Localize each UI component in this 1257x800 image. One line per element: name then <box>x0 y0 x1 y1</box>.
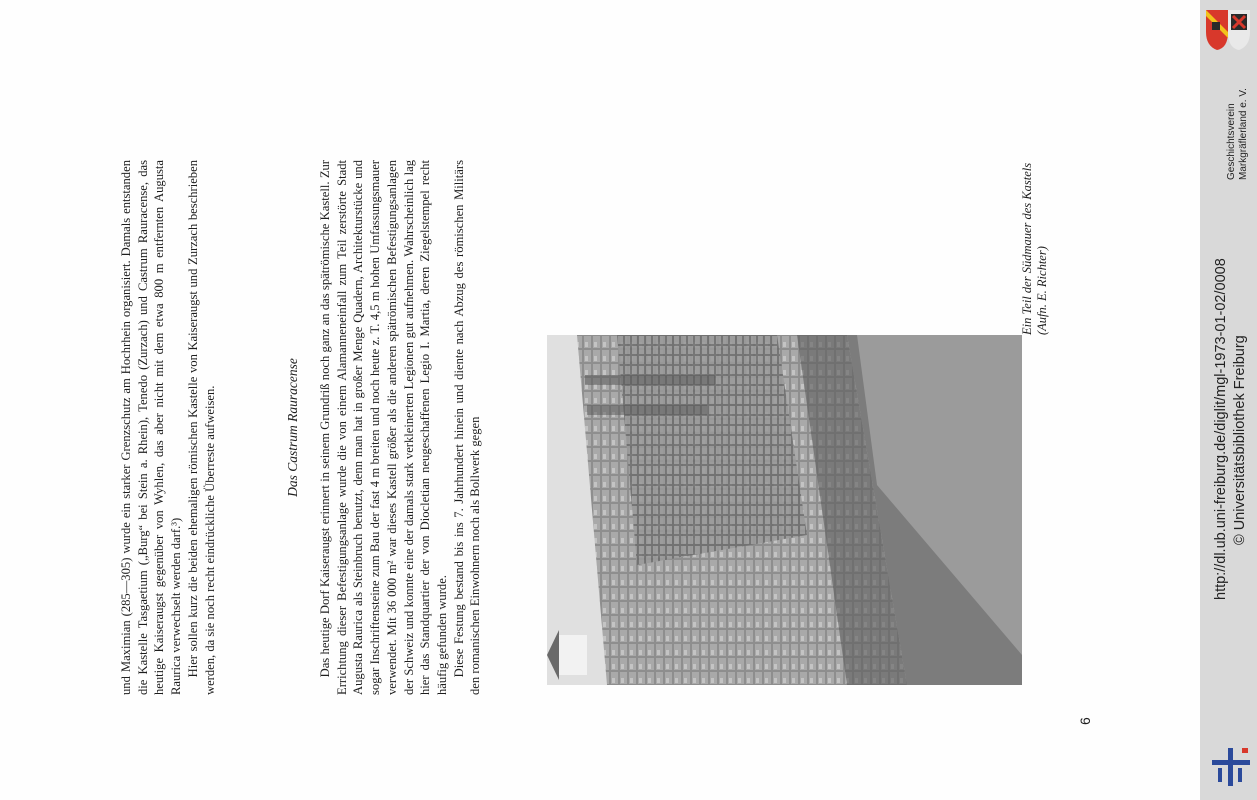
caption-credit: (Aufn. E. Richter) <box>1034 246 1049 335</box>
paragraph-1: und Maximian (285—305) wurde ein starker Grenzschutz am Hochrhein organisiert. Damals entstanden die Kastelle Tasgaetium („Burg“ bei Stein a. Rhein), Tenedo (Zurzach) und Castrum Rauracense, das heutige Kaiseraugst gegenüber von Wyhlen, das aber nicht mit dem etwa 800 m entfernten Augusta Raurica verwechselt werden darf.³) <box>119 160 184 695</box>
copyright-notice: © Universitätsbibliothek Freiburg <box>1232 335 1248 545</box>
society-name-line2: Markgräflerland e. V. <box>1238 88 1249 180</box>
coat-of-arms-icon <box>1204 8 1252 52</box>
document-url[interactable]: http://dl.ub.uni-freiburg.de/diglit/mgl-1973-01-02/0008 <box>1213 258 1229 600</box>
paragraph-4: Diese Festung bestand bis ins 7. Jahrhundert hinein und diente nach Abzug des römischen Militärs den romanischen Einwohnern noch als Bollwerk gegen <box>451 160 483 695</box>
photo-caption <box>1020 155 1049 335</box>
text-block-intro <box>118 160 218 695</box>
rotated-page-content <box>35 160 1165 725</box>
wall-photo <box>547 335 1022 685</box>
photo-illustration <box>547 335 1022 685</box>
paragraph-3: Das heutige Dorf Kaiseraugst erinnert in seinem Grundriß noch ganz an das spätrömische Kastell. Zur Errichtung dieser Befestigungsanlage wurde die von einem Alamanneneinfall zum Teil zerstörte Stadt Augusta Raurica als Steinbruch benutzt, denn man hat in großer Menge Quadern, Architekturstücke und sogar Inschriftensteine zum Bau der fast 4 m breiten und noch heute z. T. 4,5 m hohen Umfassungsmauer verwendet. Mit 36 000 m² war dieses Kastell größer als die anderen spätrömischen Befestigungsanlagen der Schweiz und konnte eine der damals stark verkleinerten Legionen gut aufnehmen. Wahrscheinlich lag hier das Standquartier der von Diocletian neugeschaffenen Legio I. Martia, deren Ziegelstempel recht häufig gefunden wurde. <box>318 160 449 695</box>
text-block-castrum <box>317 160 484 695</box>
section-heading: Das Castrum Rauracense <box>285 358 300 497</box>
paragraph-2: Hier sollen kurz die beiden ehemaligen römischen Kastelle von Kaiseraugst und Zurzach beschrieben werden, da sie noch recht eindrückliche Überreste aufweisen. <box>185 160 217 695</box>
ub-freiburg-logo-icon[interactable] <box>1210 746 1252 788</box>
caption-title: Ein Teil der Südmauer des Kastels <box>1020 162 1034 335</box>
society-name-line1: Geschichtsverein <box>1226 103 1237 180</box>
page-number: 6 <box>1077 717 1093 725</box>
